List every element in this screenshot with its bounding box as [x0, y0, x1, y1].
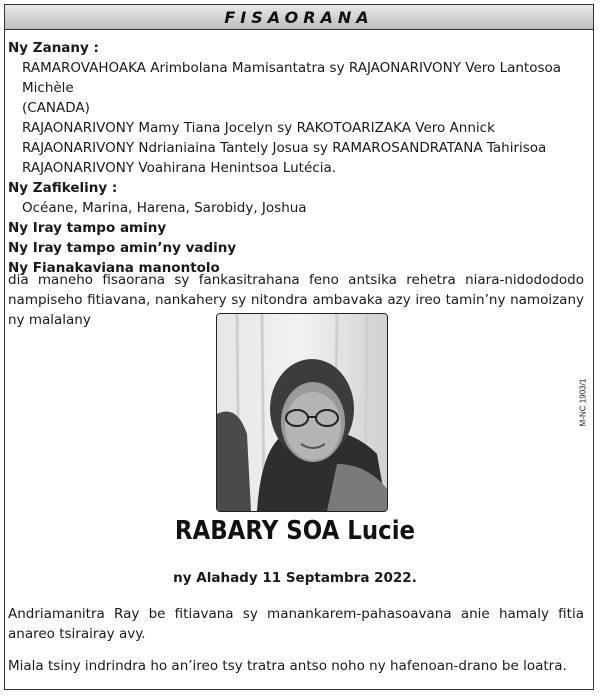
deceased-name: RABARY SOA Lucie: [174, 516, 416, 546]
family-line: Ny Iray tampo aminy: [8, 220, 167, 236]
portrait-image: [217, 314, 387, 511]
zanany-line: RAJAONARIVONY Ndrianiaina Tantely Josua sy RAMAROSANDRATANA Tahirisoa: [22, 140, 547, 156]
zanany-line: (CANADA): [22, 100, 90, 116]
zanany-line: RAJAONARIVONY Mamy Tiana Jocelyn sy RAKOTOARIZAKA Vero Annick: [22, 120, 495, 136]
family-line: Ny Fianakaviana manontolo: [8, 260, 220, 276]
zanany-heading: Ny Zanany :: [8, 40, 99, 56]
reference-text: M-NC 1903/1: [578, 378, 588, 427]
notice-title: FISAORANA: [224, 8, 374, 27]
zanany-line: RAJAONARIVONY Voahirana Henintsoa Lutécia.: [22, 160, 337, 176]
family-line: Ny Iray tampo amin’ny vadiny: [8, 240, 237, 256]
family-list: [8, 38, 584, 278]
zanany-line: RAMAROVAHOAKA Arimbolana Mamisantatra sy RAJAONARIVONY Vero Lantosoa Michèle: [22, 60, 562, 96]
closing-paragraph: Miala tsiny indrindra ho an’ireo tsy tratra antso noho ny hafenoan-drano be loatra.: [8, 658, 567, 674]
zafikeliny-names: Océane, Marina, Harena, Sarobidy, Joshua: [22, 200, 307, 216]
header-banner: [5, 5, 593, 30]
portrait-photo: [216, 313, 388, 512]
intro-paragraph: dia maneho fisaorana sy fankasitrahana feno antsika rehetra niara-nidodododo nampiseho fitiavana, nankahery sy nitondra ambavaka azy ireo tamin’ny namoizany ny malalany: [8, 272, 584, 328]
zafikeliny-heading: Ny Zafikeliny :: [8, 180, 118, 196]
reference-code: [576, 370, 588, 440]
closing-paragraph: Andriamanitra Ray be fitiavana sy manankarem-pahasoavana anie hamaly fitia anareo tsirairay avy.: [8, 606, 584, 642]
death-date: ny Alahady 11 Septambra 2022.: [173, 570, 417, 586]
